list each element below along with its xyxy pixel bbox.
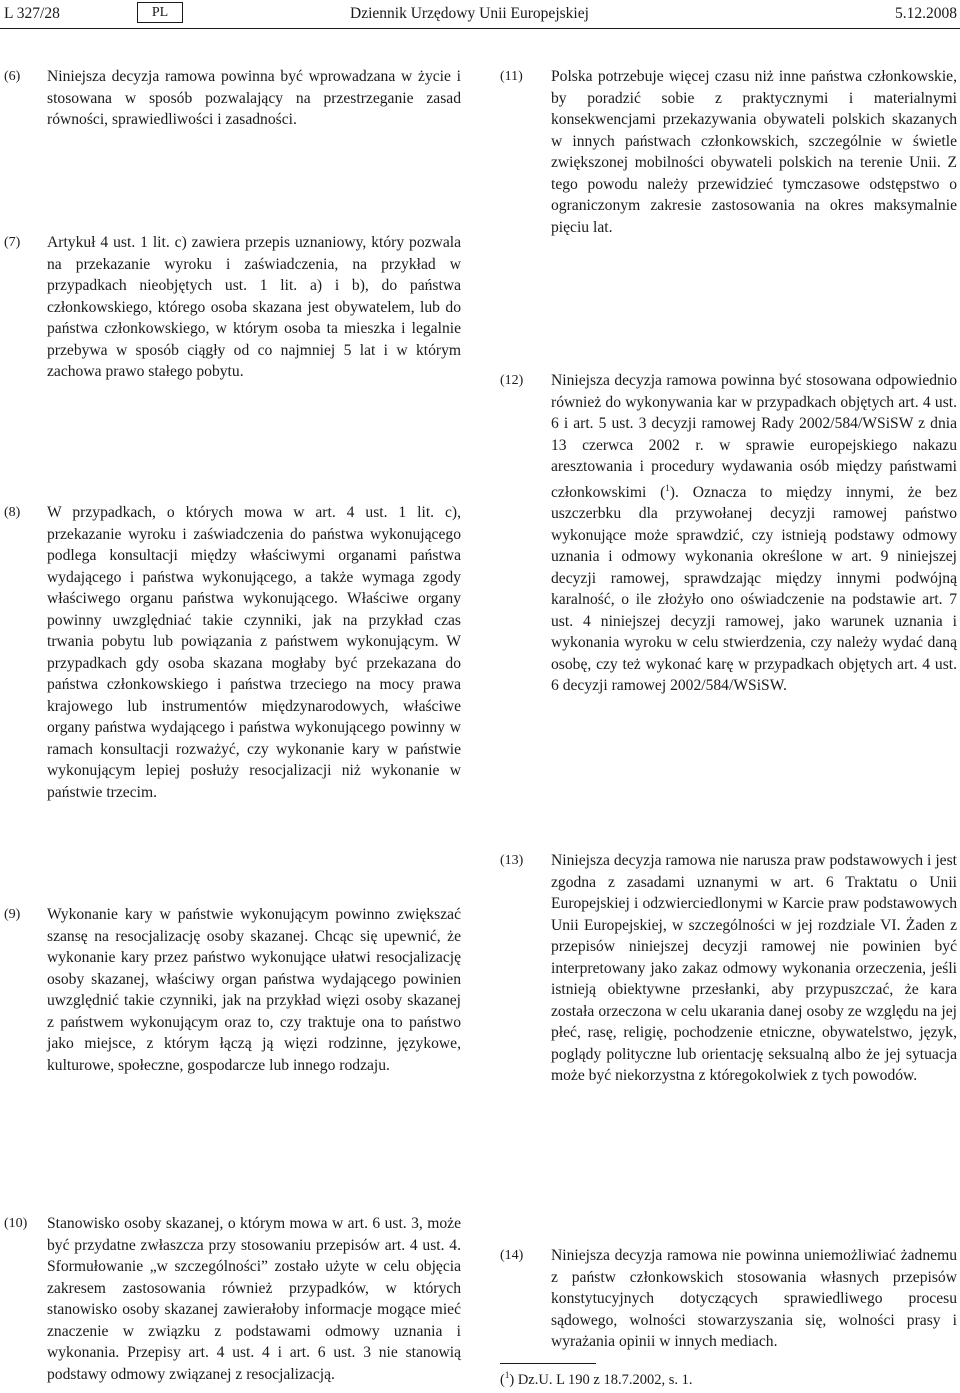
recital-7 [4,232,461,392]
recital-11 [500,66,957,236]
recital-10 [4,1213,461,1389]
recital-text: W przypadkach, o których mowa w art. 4 ust. 1 lit. c), przekazanie wyroku i zaświadczenia do państwa wykonującego podlega konsultacji między właściwymi organami państwa wydającego i państwa wykonującego, a także wymaga zgody właściwego organu państwa wykonującego. Właściwe organy powinny uwzględniać takie czynniki, jak na przykład czas trwania pobytu lub powiązania z państwem wykonującym. W przypadkach gdy osoba skazana mogłaby być przekazana do państwa członkowskiego i państwa trzeciego na mocy prawa krajowego lub instrumentów międzynarodowych, właściwe organy państwa wydającego i państwa wykonującego powinny w ramach konsultacji rozważyć, czy wykonanie kary w państwie wykonującym lepiej posłuży resocjalizacji niż wykonanie w państwie trzecim. [47,504,461,801]
footnote-open: ( [500,1371,505,1388]
recital-number: (14) [500,1248,524,1263]
recital-text-part: Niniejsza decyzja ramowa powinna być stosowana odpowiednio również do wykonywania kar w przypadkach objętych art. 4 ust. 6 i art. 5 ust. 3 decyzji ramowej Rady 2002/584/WSiSW z dnia 13 czerwca 2002 r. w sprawie europejskiego nakazu aresztowania i procedury wydawania osób między państwami członkowskimi ( [551,372,957,501]
recital-text: Niniejsza decyzja ramowa powinna być wprowadzana w życie i stosowana w sposób pozwalający na przestrzeganie zasad równości, sprawiedliwości i zasadności. [47,68,461,128]
footnote-text: Dz.U. L 190 z 18.7.2002, s. 1. [517,1371,693,1388]
language-badge: PL [137,2,183,23]
recital-13 [500,850,957,1115]
page-header [0,0,960,30]
recital-14 [500,1245,957,1350]
recital-8 [4,502,461,802]
recital-number: (9) [4,907,21,922]
recital-text: Niniejsza decyzja ramowa nie narusza praw podstawowych i jest zgodna z zasadami uznanymi w art. 6 Traktatu o Unii Europejskiej i odzwierciedlonymi w Karcie praw podstawowych Unii Europejskiej, w szczególności w jej rozdziale VI. Żaden z przepisów niniejszej decyzji ramowej nie powinien być interpretowany jako zakaz odmowy wykonania orzeczenia, jeśli istnieją obiektywne przesłanki, aby przypuszczać, że kara została orzeczona w celu ukarania danej osoby ze względu na jej płeć, rasę, religię, pochodzenie etniczne, obywatelstwo, język, poglądy polityczne lub orientację seksualną albo że jej sytuacja może być niekorzystna z któregokolwiek z tych powodów. [551,852,957,1084]
recital-text: Niniejsza decyzja ramowa nie powinna uniemożliwiać żadnemu z państw członkowskich stosowania własnych przepisów konstytucyjnych dotyczących sprawiedliwego procesu sądowego, wolności stowarzyszania się, wolności prasy i wyrażania opinii w innych mediach. [551,1247,957,1350]
recital-text [551,370,957,697]
recital-number: (12) [500,373,524,388]
footnote-reference[interactable]: 1 [665,482,670,493]
recital-6 [4,66,461,136]
recital-number: (7) [4,235,21,250]
footnote [500,1370,692,1389]
recital-text: Polska potrzebuje więcej czasu niż inne państwa członkowskie, by poradzić sobie z praktycznymi i materialnymi konsekwencjami przekazywania obywateli polskich skazanych w innych państwach członkowskich, szczególnie w świetle zwiększonej mobilności obywateli polskich na terenie Unii. Z tego powodu należy przewidzieć tymczasowe odstępstwo o ograniczonym zakresie zastosowania na okres maksymalnie pięciu lat. [551,68,957,236]
page-reference: L 327/28 [4,5,60,22]
recital-number: (13) [500,853,524,868]
footnote-marker: 1 [504,1370,510,1380]
recital-number: (8) [4,505,21,520]
recital-text: Wykonanie kary w państwie wykonującym powinno zwiększać szansę na resocjalizację osoby skazanej. Chcąc się upewnić, że wykonanie kary przez państwo wykonujące ułatwi resocjalizację osoby skazanej, właściwy organ państwa wydającego powinien uwzględnić takie czynniki, jak na przykład więzi osoby skazanej z państwem wykonującym oraz to, czy traktuje ona to państwo jako miejsce, z którym łączą ją więzi rodzinne, językowe, kulturowe, społeczne, gospodarcze lub innego rodzaju. [47,906,461,1074]
recital-text: Stanowisko osoby skazanej, o którym mowa w art. 6 ust. 3, może być przydatne zwłaszcza przy stosowaniu przepisów art. 4 ust. 4. Sformułowanie „w szczególności” zostało użyte w celu objęcia zakresem zastosowania również przypadków, w których stanowisko osoby skazanej zawierałoby informacje mogące mieć znaczenie w związku z podstawami odmowy uznania i wykonania. Przepisy art. 4 ust. 4 i art. 6 ust. 3 nie stanowią podstawy odmowy związanej z resocjalizacją. [47,1215,461,1383]
recital-number: (11) [500,69,523,84]
recital-text: Artykuł 4 ust. 1 lit. c) zawiera przepis uznaniowy, który pozwala na przekazanie wyroku i zaświadczenia, na przykład w przypadkach nieobjętych ust. 1 lit. a) i b), do państwa członkowskiego, którego osoba skazana jest obywatelem, lub do państwa członkowskiego, w którym osoba ta mieszka i legalnie przebywa w sposób ciągły od co najmniej 5 lat i w którym zachowa prawo stałego pobytu. [47,234,461,380]
footnote-close: ) [509,1371,515,1388]
recital-number: (6) [4,69,21,84]
recital-9 [4,904,461,1114]
journal-title: Dziennik Urzędowy Unii Europejskiej [350,5,589,22]
recital-12 [500,370,957,710]
publication-date: 5.12.2008 [895,5,957,22]
footnote-rule [500,1363,596,1364]
header-rule [0,28,960,29]
recital-number: (10) [4,1216,28,1231]
recital-text-part: ). Oznacza to między innymi, że bez uszczerbku dla przywołanej decyzji ramowej państwo wykonujące może sprawdzić, czy istnieją podstawy odmowy uznania i odmowy wykonania określone w art. 9 niniejszej decyzji ramowej, sprawdzając między innymi podwójną karalność, o ile złożyło ono oświadczenie na podstawie art. 7 ust. 4 niniejszej decyzji ramowej, jako warunek uznania i wykonania wyroku w celu stwierdzenia, czy należy wydać daną osobę, czy też wykonać karę w przypadkach objętych art. 4 ust. 6 decyzji ramowej 2002/584/WSiSW. [551,483,957,695]
